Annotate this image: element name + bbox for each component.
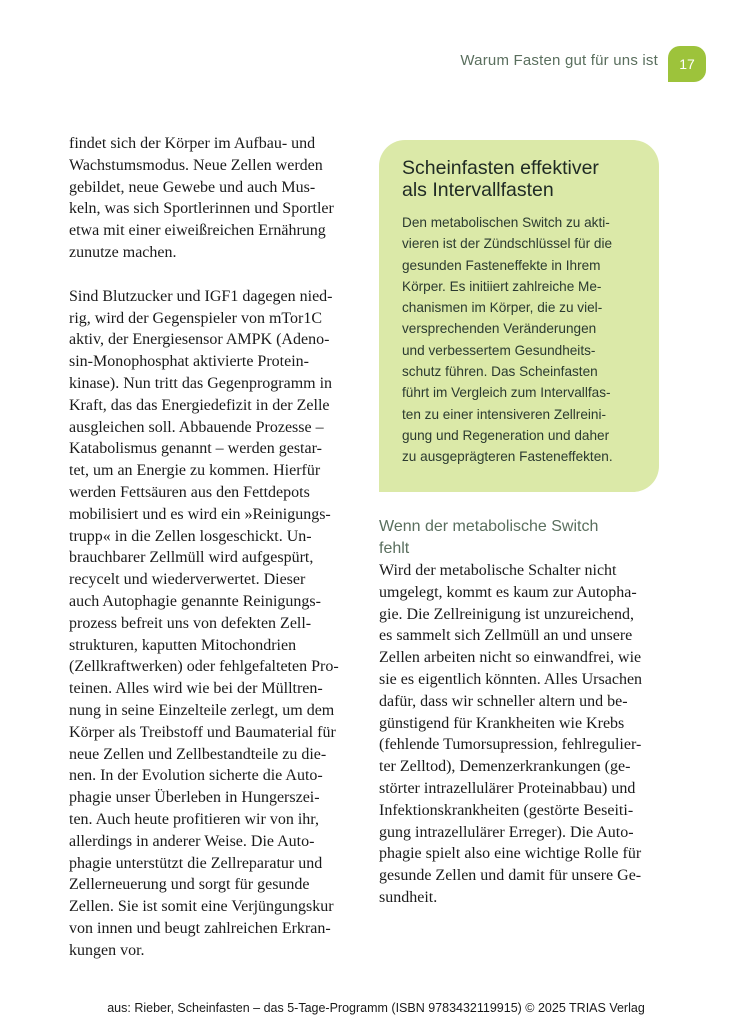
text-line: strukturen, kaputten Mitochondrien: [69, 636, 297, 654]
text-line: Wenn der metabolische Switch: [379, 518, 599, 535]
text-line: allerdings in anderer Weise. Die Auto-: [69, 832, 315, 850]
text-line: phagie spielt also eine wichtige Rolle für: [379, 845, 642, 863]
text-line: gung intrazellulärer Erreger). Die Auto-: [379, 823, 634, 841]
text-line: umgelegt, kommt es kaum zur Autopha-: [379, 583, 637, 601]
text-line: Scheinfasten effektiver: [402, 157, 599, 179]
text-line: etwa mit einer eiweißreichen Ernährung: [69, 222, 326, 240]
text-line: gebildet, neue Gewebe und auch Mus-: [69, 178, 316, 196]
text-line: kinase). Nun tritt das Gegenprogramm in: [69, 374, 333, 392]
text-line: gie. Die Zellreinigung ist unzureichend,: [379, 605, 635, 623]
text-line: sin-Monophosphat aktivierte Protein-: [69, 353, 309, 371]
source-footer: aus: Rieber, Scheinfasten – das 5-Tage-Programm (ISBN 9783432119915) © 2025 TRIAS Verlag: [107, 1001, 645, 1015]
text-line: gung und Regeneration und daher: [402, 427, 610, 443]
text-line: prozess befreit uns von defekten Zell-: [69, 614, 312, 632]
text-line: phagie unterstützt die Zellreparatur und: [69, 854, 323, 872]
text-line: trupp« in die Zellen losgeschickt. Un-: [69, 527, 312, 545]
text-line: tet, um an Energie zu kommen. Hierfür: [69, 462, 321, 480]
info-box-title: [402, 157, 652, 201]
text-line: gesunde Zellen und damit für unsere Ge-: [379, 867, 642, 885]
text-line: neue Zellen und Zellbestandteile zu die-: [69, 745, 327, 763]
text-line: recycelt und wiederverwertet. Dieser: [69, 571, 306, 589]
text-line: Körper als Treibstoff und Baumaterial für: [69, 723, 336, 741]
text-line: brauchbarer Zellmüll wird aufgespürt,: [69, 549, 314, 567]
text-line: keln, was sich Sportlerinnen und Sportler: [69, 200, 334, 218]
text-line: ten. Auch heute profitieren wir von ihr,: [69, 810, 319, 828]
text-line: kungen vor.: [69, 941, 145, 959]
text-line: (fehlende Tumorsupression, fehlregulier-: [379, 736, 642, 754]
text-line: fehlt: [379, 540, 410, 557]
running-title: Warum Fasten gut für uns ist: [460, 52, 658, 69]
info-box-text: [402, 212, 652, 468]
text-line: dafür, dass wir schneller altern und be-: [379, 692, 628, 710]
text-line: Katabolismus genannt – werden gestar-: [69, 440, 322, 458]
text-line: vieren ist der Zündschlüssel für die: [402, 236, 613, 252]
text-line: sundheit.: [379, 888, 438, 906]
paragraph: [69, 133, 354, 264]
text-line: ter Zelltod), Demenzerkrankungen (ge-: [379, 758, 631, 776]
text-line: ten zu einer intensiveren Zellreini-: [402, 406, 607, 422]
text-line: rig, wird der Gegenspieler von mTor1C: [69, 309, 323, 327]
text-line: als Intervallfasten: [402, 179, 554, 201]
text-line: störter intrazellulärer Proteinabbau) und: [379, 779, 636, 797]
section-subheading: [379, 516, 659, 560]
text-line: zunutze machen.: [69, 243, 177, 261]
text-line: Körper. Es initiiert zahlreiche Me-: [402, 278, 602, 294]
text-line: teinen. Alles wird wie bei der Mülltren-: [69, 680, 323, 698]
text-line: nen. In der Evolution sicherte die Auto-: [69, 767, 323, 785]
text-line: Wachstumsmodus. Neue Zellen werden: [69, 156, 323, 174]
text-line: ausgleichen soll. Abbauende Prozesse –: [69, 418, 324, 436]
text-line: chanismen im Körper, die zu viel-: [402, 300, 603, 316]
text-line: schutz führen. Das Scheinfasten: [402, 364, 598, 380]
text-line: sie es eigentlich könnten. Alles Ursachen: [379, 670, 643, 688]
text-line: führt im Vergleich zum Intervallfas-: [402, 385, 611, 401]
paragraph: [69, 286, 354, 962]
text-line: auch Autophagie genannte Reinigungs-: [69, 592, 321, 610]
text-line: Kraft, das das Energiedefizit in der Zelle: [69, 396, 330, 414]
page-number-badge: 17: [668, 46, 706, 82]
text-line: Sind Blutzucker und IGF1 dagegen nied-: [69, 287, 333, 305]
text-line: mobilisiert und es wird ein »Reinigungs-: [69, 505, 331, 523]
text-line: phagie unser Überleben in Hungerszei-: [69, 789, 320, 807]
text-line: Zellerneuerung und sorgt für gesunde: [69, 876, 310, 894]
text-line: (Zellkraftwerken) oder fehlgefalteten Pro-: [69, 658, 339, 676]
text-line: günstigend für Krankheiten wie Krebs: [379, 714, 625, 732]
left-column: [69, 133, 354, 961]
text-line: Zellen arbeiten nicht so einwandfrei, wie: [379, 649, 642, 667]
text-line: nung in seine Einzelteile zerlegt, um dem: [69, 701, 335, 719]
text-line: Den metabolischen Switch zu akti-: [402, 215, 610, 230]
paragraph: [379, 560, 659, 909]
text-line: es sammelt sich Zellmüll an und unsere: [379, 627, 633, 645]
text-line: Infektionskrankheiten (gestörte Beseiti-: [379, 801, 634, 819]
text-line: werden Fettsäuren aus den Fettdepots: [69, 483, 310, 501]
text-line: zu ausgeprägteren Fasteneffekten.: [402, 449, 613, 465]
text-line: von innen und beugt zahlreichen Erkran-: [69, 919, 331, 937]
right-column: [379, 516, 659, 909]
text-line: findet sich der Körper im Aufbau- und: [69, 135, 316, 152]
text-line: und verbessertem Gesundheits-: [402, 342, 596, 358]
text-line: Wird der metabolische Schalter nicht: [379, 562, 617, 579]
text-line: aktiv, der Energiesensor AMPK (Adeno-: [69, 331, 330, 349]
text-line: gesunden Fasteneffekte in Ihrem: [402, 257, 601, 273]
text-line: Zellen. Sie ist somit eine Verjüngungskur: [69, 898, 334, 916]
text-line: versprechenden Veränderungen: [402, 321, 597, 337]
